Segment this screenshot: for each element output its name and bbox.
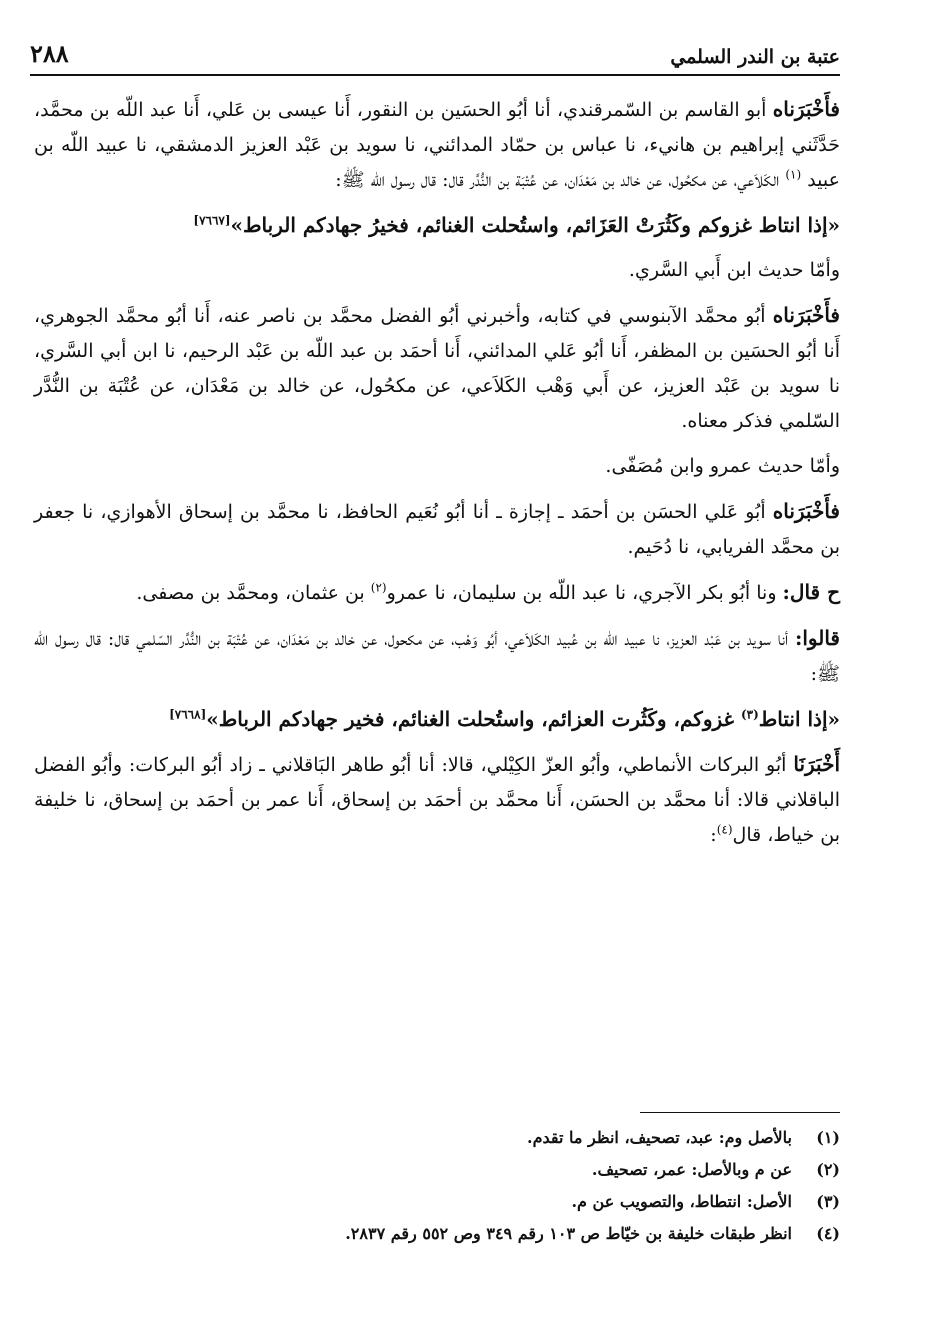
page-number: ٢٨٨	[30, 39, 69, 68]
hadith-quote-1	[34, 208, 840, 243]
paragraph-text-cont: الكَلاَعي، عن مكحُول، عن خالد بن مَعْدَان، عن عُتْبَة بن النُّدَّر قال: قال رسول الله ﷺ:	[335, 169, 786, 191]
footnote-number: (٣)	[816, 1192, 840, 1211]
footnote-divider	[640, 1112, 840, 1113]
footnote-3	[34, 1186, 840, 1218]
paragraph-text: ونا أبُو بكر الآجري، نا عبد اللّه بن سليمان، نا عمرو	[386, 582, 783, 604]
paragraph-text: أبو القاسم بن السّمرقندي، أنا أبُو الحسَين بن النقور، أَنا عيسى بن عَلي، أَنا عبد اللّه بن محمَّد، حَدَّثَني إبراهيم بن هانيء، نا عباس بن حمّاد المدائني، نا سويد بن عَبْد العزيز الدمشقي، نا عبيد اللّه بن عبيد	[34, 99, 840, 191]
paragraph-text: وأمّا حديث عمرو وابن مُصَفّى.	[605, 455, 840, 477]
paragraph-text: أبُو محمَّد الآبنوسي في كتابه، وأخبرني أبُو الفضل محمَّد بن ناصر عنه، أَنا أبُو محمَّد الجوهري، أَنا أبُو الحسَين بن المظفر، أَنا أبُو عَلي المدائني، أَنا أحمَد بن عبد اللّه بن عَبْد الرحيم، نا ابن أبي السَّري، نا سويد بن عَبْد العزيز، عن أَبي وَهْب الكَلاَعي، عن مكحُول، عن خالد بن مَعْدَان، عن عُتْبَة بن النُّدَّر السّلمي فذكر معناه.	[34, 305, 840, 432]
paragraph-lead: أَخْبَرَنَا	[793, 752, 840, 776]
footnote-text: انظر طبقات خليفة بن خيّاط ص ١٠٣ رقم ٣٤٩ وص ٥٥٢ رقم ٢٨٣٧.	[345, 1224, 792, 1243]
hadith-number: [٧٦٦٧]	[193, 213, 231, 228]
hadith-quote-2	[34, 702, 840, 737]
paragraph-lead: ح قال:	[782, 580, 840, 604]
running-title: عتبة بن الندر السلمي	[670, 46, 840, 68]
footnote-text: الأصل: انتطاط، والتصويب عن م.	[571, 1192, 792, 1211]
footnote-4	[34, 1218, 840, 1250]
hadith-text: «إذا انتاط	[758, 707, 840, 731]
paragraph-text-cont: :	[710, 824, 717, 846]
paragraph-lead: قالوا:	[794, 626, 840, 650]
hadith-text-cont: غزوكم، وكَثُرت العزائم، واستُحلت الغنائم، فخير جهادكم الرباط»	[206, 707, 741, 731]
paragraph-text: وأمّا حديث ابن أَبي السَّري.	[628, 259, 840, 281]
paragraph-text: أنا سويد بن عَبْد العزيز، نا عبيد اللّه بن عُبيد الكَلاَعي، أبُو وَهْب، عن مكحول، عن خالد بن مَعْدَان، عن عُتْبَة بن النُّدَّر السّلمي قال: قال رسول الله ﷺ:	[34, 628, 840, 685]
paragraph-lead: فأَخْبَرَناه	[772, 97, 840, 121]
hadith-text: «إذا انتاط غزوكم وكَثُرَتْ العَزَائم، واستُحلت الغنائم، فخيرُ جهادكم الرباط»	[230, 213, 840, 237]
paragraph-lead: فأَخْبَرَناه	[772, 499, 840, 523]
footnote-text: عن م وبالأصل: عمر، تصحيف.	[591, 1160, 792, 1179]
page-header	[30, 30, 840, 76]
paragraph-text: أبُو عَلي الحسَن بن أحمَد ـ إجازة ـ أنا أبُو نُعَيم الحافظ، نا محمَّد بن إسحاق الأهوازي، نا جعفر بن محمَّد الفريابي، نا دُحَيم.	[34, 501, 840, 558]
paragraph-4	[34, 449, 840, 484]
paragraph-3	[34, 298, 840, 439]
footnote-number: (٤)	[816, 1224, 840, 1243]
main-text	[34, 92, 840, 863]
paragraph-text: أبُو البركات الأنماطي، وأبُو العزّ الكِيْلي، قالا: أنا أبُو طاهر البَاقلاني ـ زاد أبُو البركات: وأبُو الفضل الباقلاني قالا: أنا محمَّد بن الحسَن، أَنا محمَّد بن أحمَد بن إسحاق، أَنا عمر بن أحمَد بن إسحاق، نا خليفة بن خياط، قال	[34, 754, 840, 846]
footnote-text: بالأصل وم: عبد، تصحيف، انظر ما تقدم.	[527, 1128, 792, 1147]
hadith-number: [٧٦٦٨]	[169, 707, 207, 722]
footnotes	[34, 1122, 840, 1250]
footnote-marker: (٣)	[740, 707, 759, 722]
paragraph-1	[34, 92, 840, 198]
footnote-marker: (٤)	[716, 822, 733, 837]
footnote-number: (٢)	[816, 1160, 840, 1179]
footnote-marker: (١)	[785, 167, 802, 182]
paragraph-2	[34, 253, 840, 288]
footnote-number: (١)	[816, 1128, 840, 1147]
footnote-marker: (٢)	[370, 580, 387, 595]
footnote-2	[34, 1154, 840, 1186]
paragraph-5	[34, 494, 840, 565]
paragraph-7	[34, 621, 840, 692]
paragraph-text-cont: بن عثمان، ومحمَّد بن مصفى.	[136, 582, 371, 604]
paragraph-8	[34, 747, 840, 853]
paragraph-6	[34, 575, 840, 611]
footnote-1	[34, 1122, 840, 1154]
paragraph-lead: فأَخْبَرَناه	[772, 303, 840, 327]
